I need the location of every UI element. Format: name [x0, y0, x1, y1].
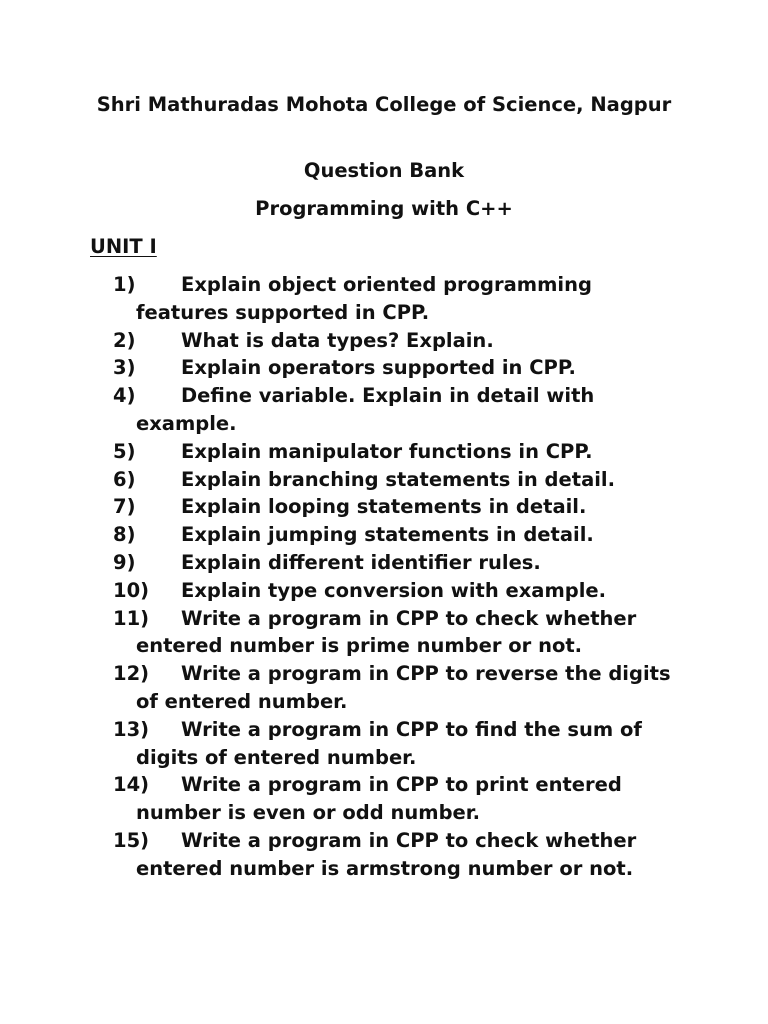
- question-number: 9): [113, 550, 136, 574]
- question-number: 1): [113, 273, 136, 296]
- question-number: 7): [113, 495, 136, 519]
- question-item: [0, 660, 768, 716]
- question-item: [0, 827, 768, 883]
- question-item: [0, 466, 768, 494]
- question-item: [0, 771, 768, 827]
- college-name: Shri Mathuradas Mohota College of Science, Nagpur: [96, 93, 672, 116]
- question-item: [0, 521, 768, 549]
- question-number: 2): [113, 328, 136, 352]
- question-text: What is data types? Explain.: [181, 328, 494, 352]
- question-text: Explain branching statements in detail.: [181, 467, 615, 491]
- question-item: [0, 605, 768, 661]
- question-text: Explain different identifier rules.: [181, 550, 541, 574]
- question-text: Explain type conversion with example.: [181, 578, 607, 602]
- question-item: [0, 577, 768, 605]
- question-item: [0, 716, 768, 772]
- question-item: [0, 382, 768, 438]
- question-text: Write a program in CPP to find the sum of digits of entered number.: [136, 717, 642, 769]
- question-text: Explain looping statements in detail.: [181, 495, 587, 519]
- question-number: 15): [113, 828, 150, 852]
- question-item: [0, 438, 768, 466]
- question-text: Write a program in CPP to reverse the digits of entered number.: [136, 662, 671, 713]
- question-item: [0, 354, 768, 382]
- question-number: 13): [113, 717, 150, 741]
- question-text: Define variable. Explain in detail with example.: [136, 384, 595, 435]
- question-text: Write a program in CPP to check whether entered number is armstrong number or not.: [136, 828, 637, 880]
- question-number: 5): [113, 439, 136, 463]
- document-type-heading: Question Bank: [303, 159, 465, 182]
- subject-heading: Programming with C++: [255, 197, 513, 220]
- question-text: Explain operators supported in CPP.: [181, 356, 576, 380]
- question-number: 10): [113, 578, 150, 602]
- question-number: 12): [113, 662, 150, 686]
- question-list: [0, 271, 768, 883]
- question-item: [0, 271, 768, 327]
- question-text: Explain jumping statements in detail.: [181, 523, 594, 547]
- question-number: 4): [113, 384, 136, 408]
- question-number: 14): [113, 773, 150, 797]
- unit-heading: UNIT I: [90, 235, 157, 258]
- question-number: 6): [113, 467, 136, 491]
- question-text: Write a program in CPP to check whether entered number is prime number or not.: [136, 606, 637, 658]
- question-number: 11): [113, 606, 150, 630]
- question-item: [0, 549, 768, 577]
- question-text: Explain manipulator functions in CPP.: [181, 439, 593, 463]
- question-item: [0, 493, 768, 521]
- question-item: [0, 327, 768, 355]
- question-number: 8): [113, 523, 136, 547]
- question-text: Explain object oriented programming features supported in CPP.: [136, 273, 592, 324]
- question-number: 3): [113, 356, 136, 380]
- question-text: Write a program in CPP to print entered number is even or odd number.: [136, 773, 622, 825]
